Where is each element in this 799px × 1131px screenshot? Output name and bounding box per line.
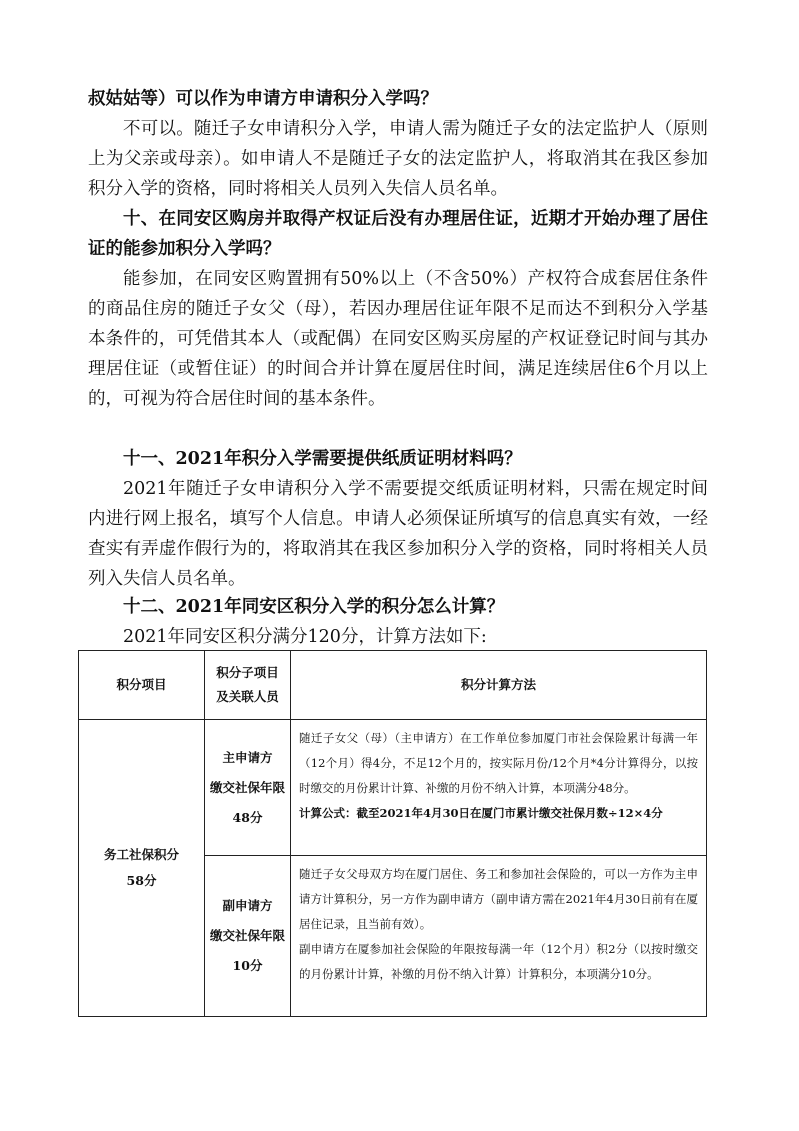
paragraph-answer-12-intro: 2021年同安区积分满分120分，计算方法如下: (123, 627, 487, 647)
category-cell: 务工社保积分 58分 (79, 720, 205, 1017)
heading-question-12: 十二、2021年同安区积分入学的积分怎么计算？ (123, 597, 505, 617)
score-table (78, 650, 707, 1017)
paragraph-question-continued: 叔姑姑等）可以作为申请方申请积分入学吗？ (88, 89, 438, 109)
heading-question-11: 十一、2021年积分入学需要提供纸质证明材料吗？ (123, 449, 522, 469)
paragraph-answer-10: 能参加，在同安区购置拥有50%以上（不含50%）产权符合成套居住条件的商品住房的随迁子女父（母），若因办理居住证年限不足而达不到积分入学基本条件的，可凭借其本人（或配偶）在同安区购买房屋的产权证登记时间与其办理居住证（或暂住证）的时间合并计算在厦居住时间，满足连续居住6个月以上的，可视为符合居住时间的基本条件。 (88, 269, 708, 409)
paragraph-answer-11: 2021年随迁子女申请积分入学不需要提交纸质证明材料，只需在规定时间内进行网上报名，填写个人信息。申请人必须保证所填写的信息真实有效，一经查实有弄虚作假行为的，将取消其在我区参加积分入学的资格，同时将相关人员列入失信人员名单。 (88, 479, 708, 589)
heading-question-10: 十、在同安区购房并取得产权证后没有办理居住证，近期才开始办理了居住证的能参加积分入学吗？ (88, 209, 708, 259)
score-table-header-row (79, 651, 707, 720)
header-calc-method: 积分计算方法 (291, 651, 707, 720)
paragraph-answer-guardian: 不可以。随迁子女申请积分入学，申请人需为随迁子女的法定监护人（原则上为父亲或母亲）。如申请人不是随迁子女的法定监护人，将取消其在我区参加积分入学的资格，同时将相关人员列入失信人员名单。 (88, 119, 708, 199)
method-main-applicant: 随迁子女父（母）（主申请方）在工作单位参加厦门市社会保险累计每满一年（12个月）得4分，不足12个月的，按实际月份/12个月*4分计算得分，以按时缴交的月份累计计算、补缴的月份不纳入计算，本项满分48分。 计算公式：截至2021年4月30日在厦门市累计缴交社保月数÷12×4分 (291, 720, 707, 856)
sub-item-main-applicant: 主申请方 缴交社保年限 48分 (205, 720, 291, 856)
sub-item-secondary-applicant: 副申请方 缴交社保年限 10分 (205, 856, 291, 1017)
header-score-item: 积分项目 (79, 651, 205, 720)
table-row (79, 720, 707, 856)
method-secondary-applicant: 随迁子女父母双方均在厦门居住、务工和参加社会保险的，可以一方作为主申请方计算积分，另一方作为副申请方（副申请方需在2021年4月30日前有在厦居住记录，且当前有效）。 副申请方在厦参加社会保险的年限按每满一年（12个月）积2分（以按时缴交的月份累计计算，补缴的月份不纳入计算）计算积分，本项满分10分。 (291, 856, 707, 1017)
header-sub-item: 积分子项目 及关联人员 (205, 651, 291, 720)
